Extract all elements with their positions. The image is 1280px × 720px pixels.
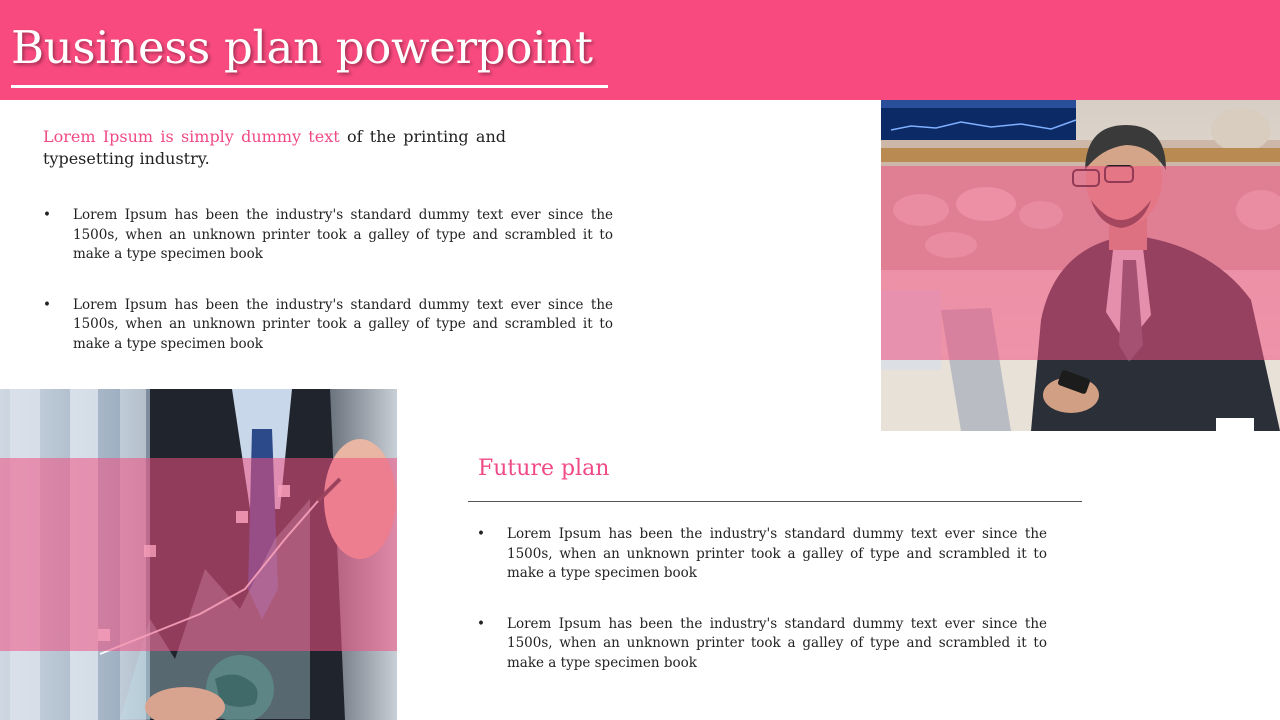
businessman-laptop-photo bbox=[881, 100, 1280, 431]
bullet-dot: • bbox=[43, 207, 51, 223]
future-plan-heading: Future plan bbox=[478, 456, 610, 481]
list-item-text: Lorem Ipsum has been the industry's standard dummy text ever since the 1500s, when an unknown printer took a galley of type and scrambled it to make a type specimen book bbox=[73, 296, 613, 352]
divider bbox=[468, 501, 1082, 502]
pink-overlay-band bbox=[881, 166, 1280, 360]
list-item bbox=[43, 206, 613, 265]
bullet-dot: • bbox=[477, 615, 485, 632]
header-bar bbox=[0, 0, 1280, 100]
list-item-text: Lorem Ipsum has been the industry's standard dummy text ever since the 1500s, when an unknown printer took a galley of type and scrambled it to make a type specimen book bbox=[73, 207, 613, 262]
list-item bbox=[477, 615, 1047, 674]
list-item-text: Lorem Ipsum has been the industry's standard dummy text ever since the 1500s, when an unknown printer took a galley of type and scrambled it to make a type specimen book bbox=[507, 526, 1047, 581]
title-underline bbox=[11, 85, 608, 88]
list-item bbox=[43, 296, 613, 355]
list-item-text: Lorem Ipsum has been the industry's standard dummy text ever since the 1500s, when an unknown printer took a galley of type and scrambled it to make a type specimen book bbox=[507, 615, 1047, 671]
businessman-chart-photo bbox=[0, 389, 397, 720]
bullet-list-top bbox=[43, 206, 613, 354]
pink-overlay-band bbox=[0, 458, 397, 651]
bullet-dot: • bbox=[477, 526, 485, 542]
intro-highlight: Lorem Ipsum is simply dummy text bbox=[43, 127, 340, 146]
intro-rest: of the printing and typesetting industry. bbox=[43, 127, 507, 168]
bullet-dot: • bbox=[43, 296, 51, 313]
list-item bbox=[477, 525, 1047, 584]
slide-title: Business plan powerpoint bbox=[11, 21, 593, 74]
intro-text bbox=[43, 126, 506, 170]
bullet-list-future bbox=[477, 525, 1047, 673]
